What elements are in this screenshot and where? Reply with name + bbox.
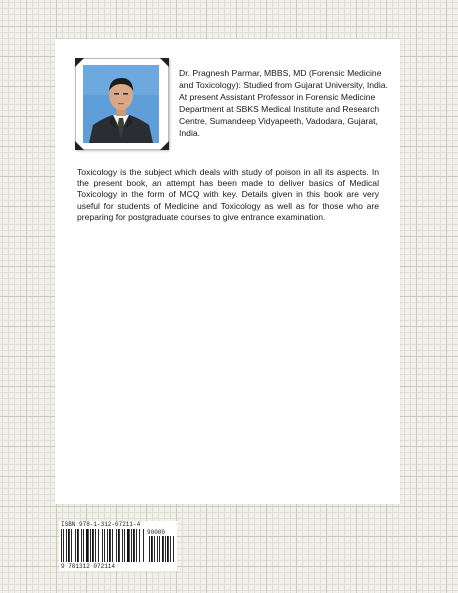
barcode-bar: [77, 529, 79, 562]
barcode-bar: [75, 529, 76, 562]
barcode-bar: [136, 529, 137, 562]
barcode-bar: [71, 529, 72, 562]
barcode-bar: [173, 536, 174, 562]
barcode-bar: [167, 536, 169, 562]
barcode-bar: [102, 529, 103, 562]
barcode-bar: [133, 529, 135, 562]
barcode-bar: [170, 536, 171, 562]
barcode-bar: [139, 529, 140, 562]
barcode-bar: [66, 529, 67, 562]
barcode-bar: [81, 529, 82, 562]
barcode-bar: [90, 529, 91, 562]
barcode-bars: [61, 529, 145, 562]
back-cover-panel: [55, 39, 400, 504]
barcode-bar: [83, 529, 84, 562]
barcode-bar: [122, 529, 123, 562]
author-photo: [83, 65, 159, 143]
barcode-bar: [98, 529, 99, 562]
barcode-bar: [149, 536, 150, 562]
price-code: 90000: [147, 529, 166, 536]
barcode-bar: [143, 529, 144, 562]
barcode-bar: [151, 536, 153, 562]
barcode-bar: [127, 529, 130, 562]
barcode-bar: [109, 529, 111, 562]
frame-corner-top-right: [160, 58, 169, 67]
barcode-bar: [68, 529, 70, 562]
barcode-bar: [124, 529, 125, 562]
isbn-barcode: [59, 521, 177, 571]
author-bio: Dr. Pragnesh Parmar, MBBS, MD (Forensic Medicine and Toxicology): Studied from Gujarat University, India. At present Assistant Professor in Forensic Medicine Department at SBKS Medical Institute and Research Centre, Sumandeep Vidyapeeth, Vadodara, Gujarat, India.: [179, 68, 388, 138]
book-description: Toxicology is the subject which deals with study of poison in all its aspects. In the present book, an attempt has been made to deliver basics of Medical Toxicology in the form of MCQ with key. Details given in this book are very useful for students of Medicine and Toxicology as well as for those who are preparing for postgraduate courses to give entrance examination.: [77, 167, 379, 222]
barcode-bar: [61, 529, 62, 562]
barcode-bar: [104, 529, 105, 562]
barcode-bar: [63, 529, 64, 562]
barcode-bar: [162, 536, 164, 562]
isbn-number: ISBN 978-1-312-07211-4: [61, 521, 141, 528]
barcode-bar: [118, 529, 120, 562]
barcode-bar: [116, 529, 117, 562]
barcode-addon-bars: [149, 536, 175, 562]
barcode-bar: [95, 529, 96, 562]
barcode-bar: [86, 529, 89, 562]
frame-corner-bottom-right: [160, 141, 169, 150]
author-photo-frame: [75, 58, 169, 150]
barcode-bar: [159, 536, 160, 562]
barcode-bar: [92, 529, 94, 562]
barcode-bar: [154, 536, 155, 562]
barcode-bar: [157, 536, 158, 562]
barcode-bar: [107, 529, 108, 562]
barcode-digits: 9 781312 072114: [61, 563, 116, 570]
barcode-bar: [112, 529, 113, 562]
barcode-bar: [165, 536, 166, 562]
barcode-bar: [131, 529, 132, 562]
